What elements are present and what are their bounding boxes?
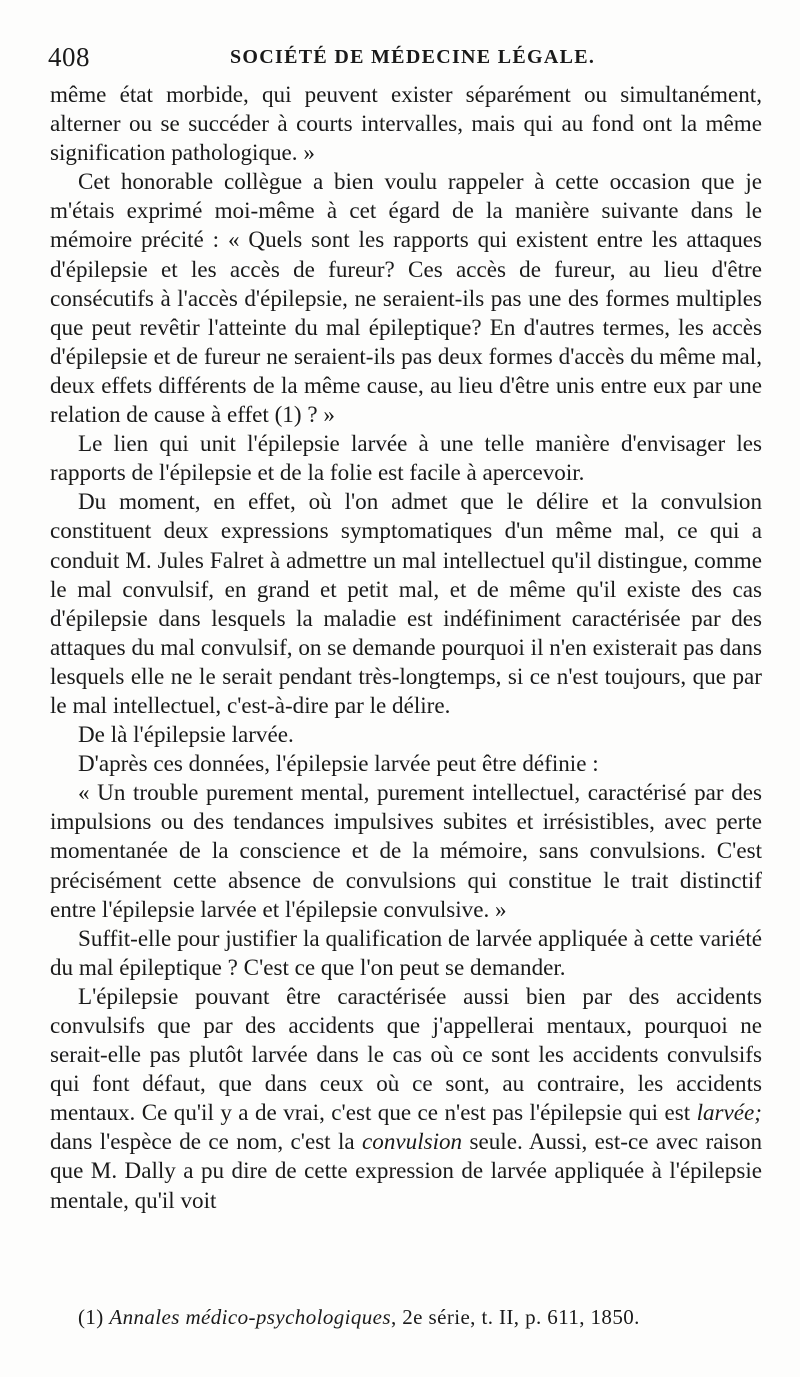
footnote-marker: (1) (78, 1305, 104, 1329)
paragraph-text: seule. Aussi, est-ce avec raison que M. Dally a pu dire de cette expression de larvée appliquée à l'épilepsie mentale, qu'il voit (50, 1128, 762, 1213)
paragraph: D'après ces données, l'épilepsie larvée peut être définie : (78, 750, 599, 777)
page-header (48, 42, 760, 76)
footnote-details: , 2e série, t. II, p. 611, 1850. (390, 1305, 640, 1329)
paragraph: Cet honorable collègue a bien voulu rappeler à cette occasion que je m'étais exprimé moi-même à cet égard de la manière suivante dans le mémoire précité : « Quels sont les rapports qui existent entre les attaques d'épilepsie et les accès de fureur? Ces accès de fureur, au lieu d'être consécutifs à l'accès d'épilepsie, ne seraient-ils pas une des formes multiples que peut revêtir l'atteinte du mal épileptique? En d'autres termes, les accès d'épilepsie et de fureur ne seraient-ils pas deux formes d'accès du même mal, deux effets différents de la même cause, au lieu d'être unis entre eux par une relation de cause à effet (1) ? » (50, 168, 762, 428)
paragraph: Suffit-elle pour justifier la qualification de larvée appliquée à cette variété du mal épileptique ? C'est ce que l'on peut se demander. (50, 924, 762, 980)
paragraph-final (50, 982, 762, 1215)
footnote-journal: Annales médico-psychologiques (109, 1305, 391, 1329)
paragraph-text: L'épilepsie pouvant être caractérisée aussi bien par des accidents convulsifs que par des accidents que j'appellerai mentaux, pourquoi ne serait-elle pas plutôt larvée dans le cas où ce sont les accidents convulsifs qui font défaut, que dans ceux où ce sont, au contraire, les accidents mentaux. Ce qu'il y a de vrai, c'est que ce n'est pas l'épilepsie qui est (50, 982, 762, 1126)
italic-word-larvee: larvée; (696, 1099, 762, 1126)
paragraph-continuation: même état morbide, qui peuvent exister séparément ou simultanément, alterner ou se succéder à courts intervalles, mais qui au fond ont la même signification pathologique. » (50, 81, 762, 166)
page-number: 408 (48, 42, 90, 72)
paragraph: Du moment, en effet, où l'on admet que le délire et la convulsion constituent deux expressions symptomatiques d'un même mal, ce qui a conduit M. Jules Falret à admettre un mal intellectuel qu'il distingue, comme le mal convulsif, en grand et petit mal, et de même qu'il existe des cas d'épilepsie dans lesquels la maladie est indéfiniment caractérisée par des attaques du mal convulsif, on se demande pourquoi il n'en existerait pas dans lesquels elle ne le serait pendant très-longtemps, si ce n'est toujours, que par le mal intellectuel, c'est-à-dire par le délire. (50, 488, 762, 718)
paragraph: De là l'épilepsie larvée. (78, 721, 294, 748)
italic-word-convulsion: convulsion (362, 1128, 463, 1155)
body-text (50, 80, 762, 1215)
running-head: SOCIÉTÉ DE MÉDECINE LÉGALE. (230, 46, 596, 68)
footnote (78, 1303, 768, 1331)
paragraph-text: dans l'espèce de ce nom, c'est la (50, 1128, 363, 1155)
paragraph: Le lien qui unit l'épilepsie larvée à une telle manière d'envisager les rapports de l'épilepsie et de la folie est facile à apercevoir. (50, 430, 762, 486)
definition-quote: « Un trouble purement mental, purement intellectuel, caractérisé par des impulsions ou des tendances impulsives subites et irrésistibles, avec perte momentanée de la conscience et de la mémoire, sans convulsions. C'est précisément cette absence de convulsions qui constitue le trait distinctif entre l'épilepsie larvée et l'épilepsie convulsive. » (50, 779, 762, 922)
